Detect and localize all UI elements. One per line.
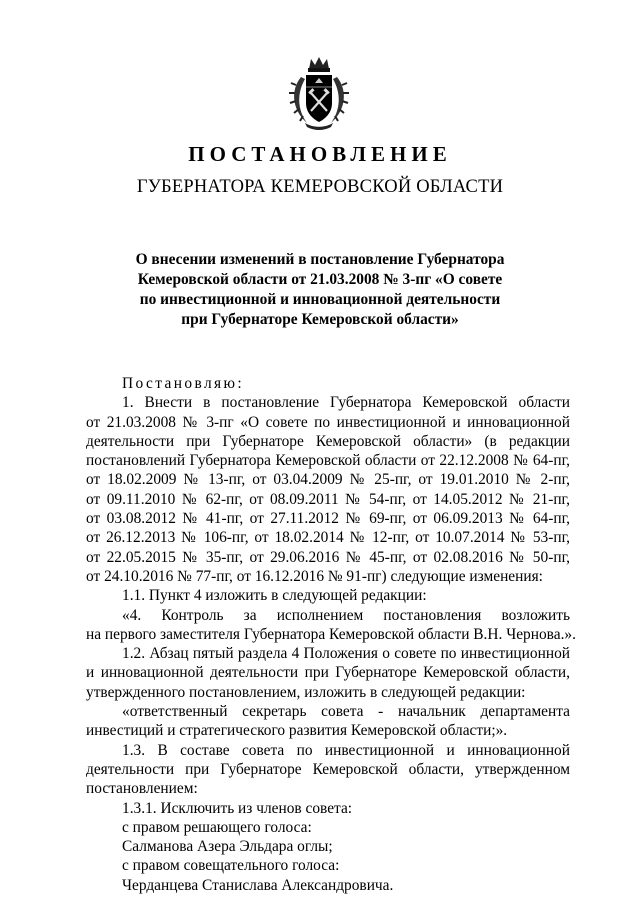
heading-line: по инвестиционной и инновационной деятельности [139,291,501,308]
heading-line: Кемеровской области от 21.03.2008 № 3-пг «О совете [137,271,503,288]
item-1-2-line: 1.2. Абзац пятый раздела 4 Положения о совете по инвестиционной [122,645,570,663]
item-1-3-1-line: с правом совещательного голоса: [122,857,340,875]
item-1-1-line: «4. Контроль за исполнением постановления возложить [122,606,570,624]
item-1-2-line: инвестиций и стратегического развития Кемеровской области;». [86,722,508,740]
document-title: ПОСТАНОВЛЕНИЕ [188,142,452,166]
paragraph-1-line: 1. Внести в постановление Губернатора Кемеровской области [122,394,570,412]
issuer-subtitle: ГУБЕРНАТОРА КЕМЕРОВСКОЙ ОБЛАСТИ [136,177,504,197]
paragraph-1-line: от 18.02.2009 № 13-пг, от 03.04.2009 № 25-пг, от 19.01.2010 № 2-пг, [86,471,570,489]
item-1-2-line: утвержденного постановлением, изложить в следующей редакции: [86,683,526,701]
item-1-3-1-line: 1.3.1. Исключить из членов совета: [122,799,353,817]
item-1-2-line: «ответственный секретарь совета - начальник департамента [122,703,570,721]
preamble-line: Постановляю: [122,375,245,392]
document-heading [130,250,510,330]
paragraph-1-line: от 21.03.2008 № 3-пг «О совете по инвестиционной и инновационной [86,413,570,431]
item-1-2-line: и инновационной деятельности при Губернаторе Кемеровской области, [86,664,570,682]
item-1-3-1-line: с правом решающего голоса: [122,818,312,836]
paragraph-1-line: от 09.11.2010 № 62-пг, от 08.09.2011 № 54-пг, от 14.05.2012 № 21-пг, [86,490,570,508]
item-1-1-line: на первого заместителя Губернатора Кемеровской области В.Н. Чернова.». [86,625,576,643]
heading-line: О внесении изменений в постановление Губернатора [135,251,505,268]
item-1-3-line: деятельности при Губернаторе Кемеровской области, утвержденном [86,760,570,778]
paragraph-1-line: постановлений Губернатора Кемеровской области от 22.12.2008 № 64-пг, [86,452,570,470]
heading-line: при Губернаторе Кемеровской области» [181,311,459,328]
document-body [86,374,576,895]
item-1-3-line: постановлением: [86,780,198,798]
paragraph-1-line: от 24.10.2016 № 77-пг, от 16.12.2016 № 91-пг) следующие изменения: [86,567,543,585]
paragraph-1-line: деятельности при Губернаторе Кемеровской области» (в редакции [86,432,570,450]
paragraph-1-line: от 26.12.2013 № 106-пг, от 18.02.2014 № 12-пг, от 10.07.2014 № 53-пг, [86,529,570,547]
item-1-3-1-line: Черданцева Станислава Александровича. [122,876,394,894]
coat-of-arms-emblem [287,55,351,131]
item-1-3-line: 1.3. В составе совета по инвестиционной и инновационной [122,741,570,759]
item-1-1-line: 1.1. Пункт 4 изложить в следующей редакции: [122,587,427,605]
paragraph-1-line: от 03.08.2012 № 41-пг, от 27.11.2012 № 69-пг, от 06.09.2013 № 64-пг, [86,510,570,528]
item-1-3-1-line: Салманова Азера Эльдара оглы; [122,838,333,856]
paragraph-1-line: от 22.05.2015 № 35-пг, от 29.06.2016 № 45-пг, от 02.08.2016 № 50-пг, [86,548,570,566]
